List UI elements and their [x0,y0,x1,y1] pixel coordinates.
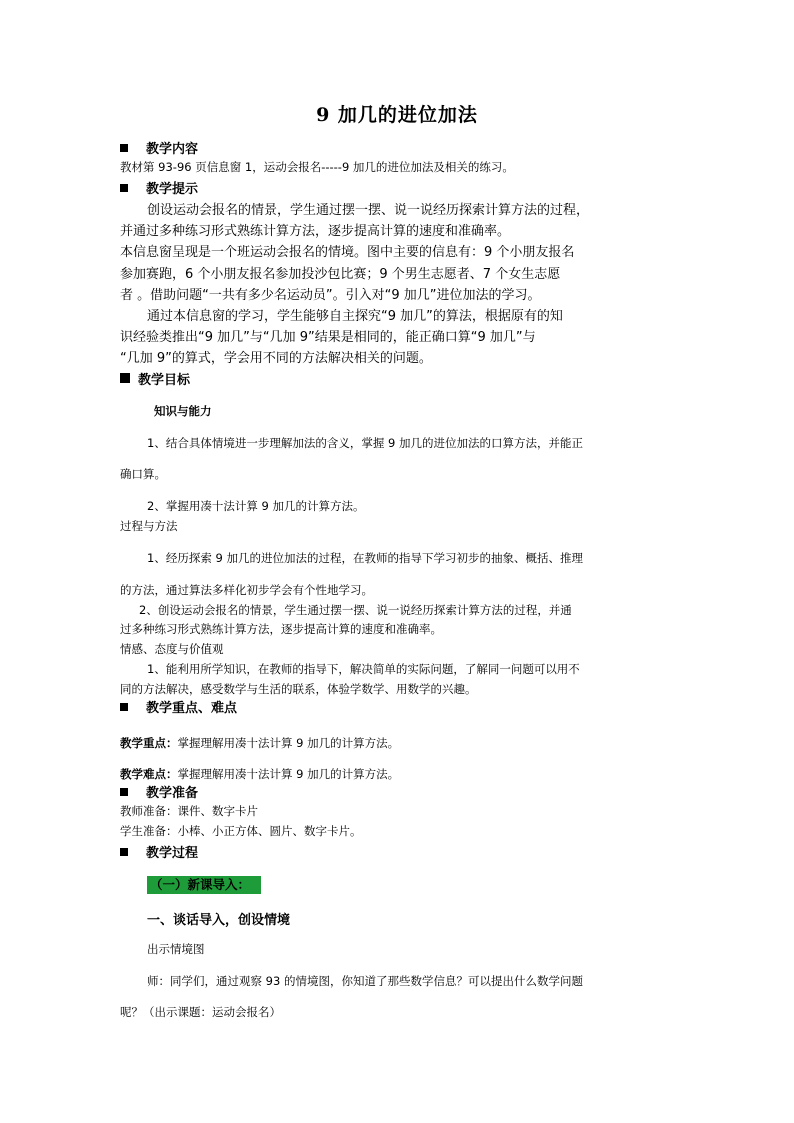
section-heading-text: 教学内容 [146,142,199,157]
section-heading-text: 教学重点、难点 [146,701,238,716]
section-heading-process [120,842,198,861]
content-line: 教材第 93-96 页信息窗 1，运动会报名-----9 加几的进位加法及相关的练习。 [120,160,514,174]
goals-subheading-process: 过程与方法 [120,519,178,533]
hint-line-4: 参加赛跑，6 个小朋友报名参加投沙包比赛；9 个男生志愿者、7 个女生志愿 [120,267,561,282]
section-heading-preparation [120,782,198,801]
section-heading-text: 教学提示 [146,182,199,197]
section-heading-text: 教学目标 [138,373,191,388]
hint-line-2: 并通过多种练习形式熟练计算方法，逐步提高计算的速度和准确率。 [120,224,511,239]
hint-line-1: 创设运动会报名的情景，学生通过摆一摆、说一说经历探索计算方法的过程， [147,203,590,218]
section-heading-content [120,138,198,157]
bullet-square-icon [120,144,128,152]
goals-subheading-attitude: 情感、态度与价值观 [120,642,224,656]
goals-process-1a: 1、经历探索 9 加几的进位加法的过程，在教师的指导下学习初步的抽象、概括、推理 [147,551,583,565]
process-subheading: 一、谈话导入，创设情境 [147,913,291,928]
goals-attitude-1b: 同的方法解决，感受数学与生活的联系，体验学数学、用数学的兴趣。 [120,682,477,696]
difficult-point-line [120,766,399,782]
key-point-line [120,735,399,751]
bullet-square-icon [120,848,128,856]
key-point-label: 教学重点： [120,736,178,750]
goals-process-2a: 2、创设运动会报名的情景，学生通过摆一摆、说一说经历探索计算方法的过程，并通 [139,603,572,617]
hint-line-6: 通过本信息窗的学习，学生能够自主探究“9 加几”的算法，根据原有的知 [147,309,563,324]
goals-knowledge-1a: 1、结合具体情境进一步理解加法的含义，掌握 9 加几的进位加法的口算方法，并能正 [147,436,583,450]
section-heading-hint [120,178,198,197]
section-heading-goals [120,369,190,388]
section-heading-text: 教学过程 [146,846,199,861]
prep-student: 学生准备：小棒、小正方体、圆片、数字卡片。 [120,824,362,838]
bullet-square-icon [120,373,130,383]
section-heading-text: 教学准备 [146,786,199,801]
goals-process-2b: 过多种练习形式熟练计算方法，逐步提高计算的速度和准确率。 [120,622,442,636]
process-teacher-line-a: 师：同学们，通过观察 93 的情境图，你知道了那些数学信息？可以提出什么数学问题 [147,974,583,988]
page-title: 9 加几的进位加法 [316,104,478,126]
difficult-point-text: 掌握理解用凑十法计算 9 加几的计算方法。 [177,767,400,781]
bullet-square-icon [120,788,128,796]
hint-line-3: 本信息窗呈现是一个班运动会报名的情境。图中主要的信息有：9 个小朋友报名 [120,245,575,260]
hint-line-7: 识经验类推出“9 加几”与“几加 9”结果是相同的，能正确口算“9 加几”与 [120,330,536,345]
bullet-square-icon [120,184,128,192]
prep-teacher: 教师准备：课件、数字卡片 [120,804,258,818]
goals-knowledge-1b: 确口算。 [120,467,166,481]
difficult-point-label: 教学难点： [120,767,178,781]
goals-knowledge-2: 2、掌握用凑十法计算 9 加几的计算方法。 [147,499,365,513]
process-step-highlight: （一）新课导入： [147,876,261,894]
goals-process-1b: 的方法，通过算法多样化初步学会有个性地学习。 [120,583,373,597]
hint-line-5: 者 。借助问题“一共有多少名运动员”。引入对“9 加几”进位加法的学习。 [120,288,541,303]
key-point-text: 掌握理解用凑十法计算 9 加几的计算方法。 [177,736,400,750]
process-teacher-line-b: 呢？（出示课题：运动会报名） [120,1005,281,1019]
bullet-square-icon [120,703,128,711]
process-show-scene: 出示情境图 [147,942,205,956]
hint-line-8: “几加 9”的算式，学会用不同的方法解决相关的问题。 [120,351,432,366]
section-heading-key-points [120,697,237,716]
goals-attitude-1a: 1、能利用所学知识，在教师的指导下，解决简单的实际问题，了解同一问题可以用不 [147,662,580,676]
goals-subheading-knowledge: 知识与能力 [154,404,212,418]
